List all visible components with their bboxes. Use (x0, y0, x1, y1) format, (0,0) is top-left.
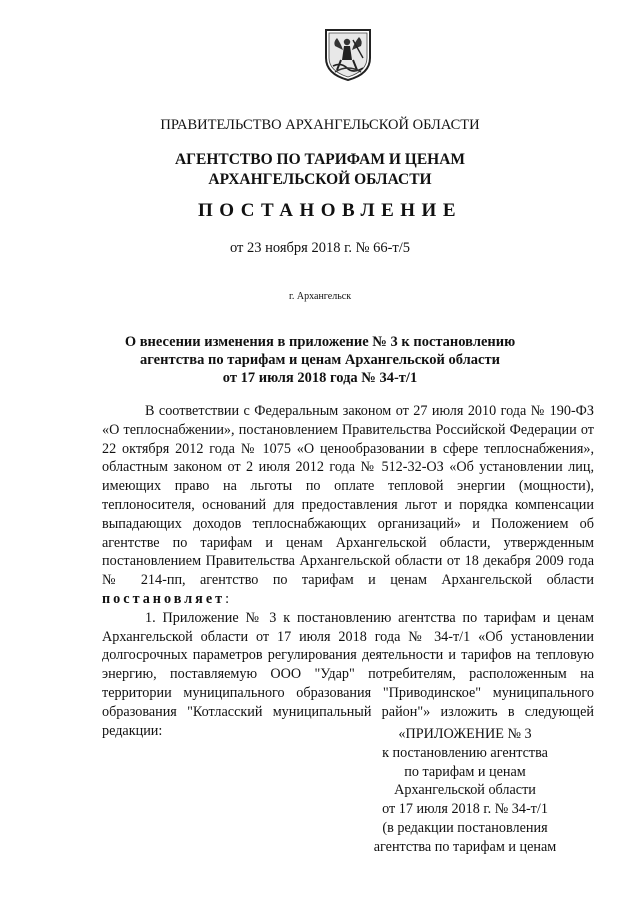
date-and-number: от 23 ноября 2018 г. № 66-т/5 (229, 240, 411, 256)
appendix-line3: по тарифам и ценам (404, 763, 526, 780)
city-name: г. Архангельск (288, 291, 352, 302)
appendix-line1: «ПРИЛОЖЕНИЕ № 3 (398, 726, 532, 742)
decree-word: постановляет (102, 590, 226, 607)
appendix-line7: агентства по тарифам и ценам (373, 838, 557, 855)
appendix-header (360, 725, 570, 857)
appendix-line5: от 17 июля 2018 г. № 34-т/1 (382, 801, 548, 818)
document-body (102, 402, 594, 740)
document-subject (0, 333, 640, 387)
appendix-line6: (в редакции постановления (382, 819, 548, 836)
preamble-paragraph (102, 402, 594, 609)
clause-1-paragraph: 1. Приложение № 3 к постановлению агентства по тарифам и ценам Архангельской области от 17 июля 2018 года № 34-т/1 «Об установлении долгосрочных параметров регулирования деятельности и тарифов на тепловую энергию, поставляемую ООО "Удар" потребителям, расположенным на территории муниципального образования "Приводинское" муниципального образования "Котласский муниципальный район"» изложить в следующей редакции: (102, 609, 594, 739)
agency-name-line1: АГЕНТСТВО ПО ТАРИФАМ И ЦЕНАМ (174, 151, 466, 168)
document-type-title: ПОСТАНОВЛЕНИЕ (197, 200, 463, 221)
coat-of-arms-icon (323, 28, 373, 82)
agency-name-line2: АРХАНГЕЛЬСКОЙ ОБЛАСТИ (208, 171, 432, 188)
agency-name (0, 150, 640, 190)
government-name: ПРАВИТЕЛЬСТВО АРХАНГЕЛЬСКОЙ ОБЛАСТИ (160, 117, 480, 133)
decree-colon: : (225, 590, 230, 607)
preamble-text: В соответствии с Федеральным законом от 27 июля 2010 года № 190-ФЗ «О теплоснабжении», постановлением Правительства Российской Федерации от 22 октября 2012 года № 1075 «О ценообразовании в сфере теплоснабжения», областным законом от 2 июля 2012 года № 512-32-ОЗ «Об установлении лиц, имеющих право на льготы по оплате тепловой энергии (мощности), теплоносителя, оснований для предоставления льгот и порядка компенсации выпадающих доходов теплоснабжающих организаций» и Положением об агентстве по тарифам и ценам Архангельской области, утвержденным постановлением Правительства Архангельской области от 18 декабря 2009 года № 214-пп, агентство по тарифам и ценам Архангельской области (102, 403, 594, 589)
subject-line2: агентства по тарифам и ценам Архангельской области (140, 352, 500, 368)
subject-line1: О внесении изменения в приложение № 3 к постановлению (124, 334, 516, 350)
subject-line3: от 17 июля 2018 года № 34-т/1 (222, 370, 418, 386)
appendix-line2: к постановлению агентства (382, 744, 548, 761)
appendix-line4: Архангельской области (394, 782, 536, 799)
